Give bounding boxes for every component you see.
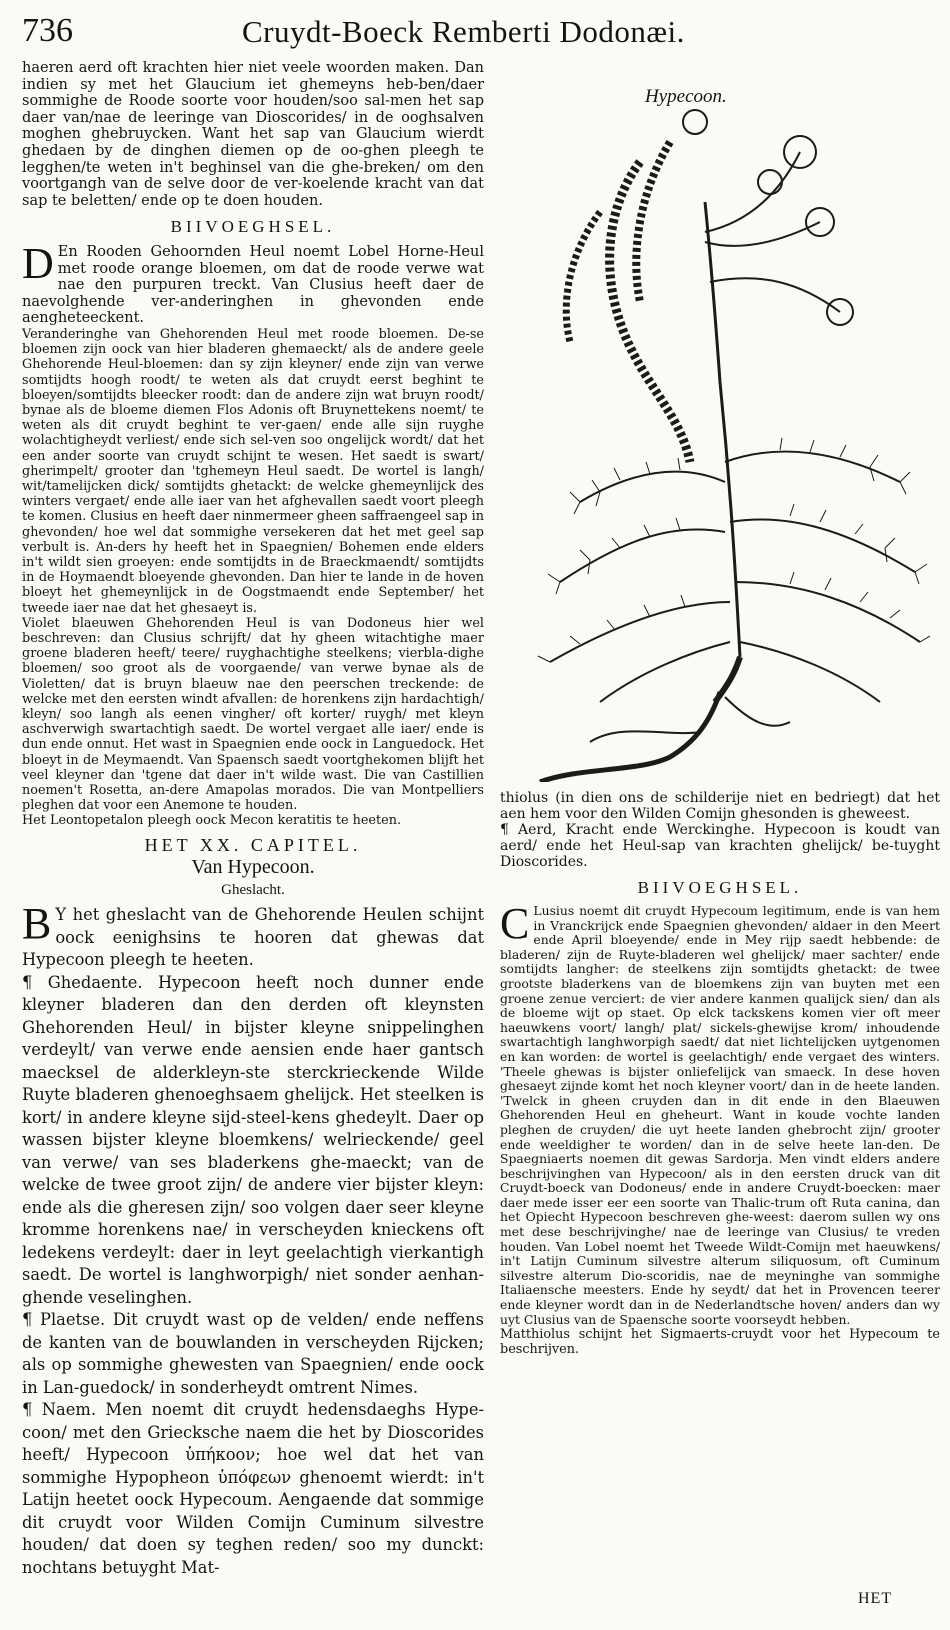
bijvoeghsel-2-heading: BIIVOEGHSEL. xyxy=(637,878,803,897)
page-header xyxy=(22,12,922,62)
drop-cap-d: D xyxy=(22,238,54,288)
geslacht-paragraph: Y het gheslacht van de Ghehorende Heulen schijnt oock eenighsins te hooren dat ghewas dat Hypecoon pleegh te heeten. xyxy=(22,905,484,970)
right-column-top xyxy=(500,790,940,1358)
plaetse-paragraph: ¶ Plaetse. Dit cruydt wast op de velden/ ende neffens de kanten van de bouwlanden in verscheyden Rijcken; als op sommighe ghewesten van Spaegnien/ ende oock in Lan-guedock/ in sonderheydt omtrent Nimes. xyxy=(22,1310,484,1397)
bijvoeghsel-paragraph-3: Violet blaeuwen Ghehorenden Heul is van Dodoneus hier wel beschreven: dan Clusius schrijft/ dat hy gheen witachtighe maer groene bladeren heeft/ teere/ ruyghachtighe steelkens; vierbla-dighe bloemen/ soo groot als de voorgaende/ van verwe bynae als de Violetten/ dat is bruyn blaeuw nae den peerschen treckende: de welcke met den eersten windt afvallen: de horenkens zijn hardachtigh/ kleyn/ soo langh als eenen vingher/ oft korter/ ruygh/ met kleyn aschverwigh swartachtigh saedt. De wortel vergaet alle iaer/ ende is dun ende onnut. Het wast in Spaegnien ende oock in Languedock. Het bloeyt in de Meymaendt. Van Spaensch saedt voortghekomen blijft het veel kleyner dan 'tgene dat daer in't wilde wast. Die van Castillien noemen't Rosetta, an-dere Amapolas morados. Die van Montpelliers pleghen dat voor een Anemone te houden. xyxy=(22,615,484,814)
page-number: 736 xyxy=(22,12,73,49)
bijvoeghsel-paragraph-1: En Rooden Gehoornden Heul noemt Lobel Horne-Heul met roode orange bloemen, om dat de roode verwe wat nae den purpuren treckt. Van Clusius heeft daer de naevolghende ver-anderinghen in ghevonden ende aengheteeckent. xyxy=(22,243,484,327)
intro-paragraph: haeren aerd oft krachten hier niet veele woorden maken. Dan indien sy met het Glaucium iet ghemeyns heb-ben/daer sommighe de Roode soorte voor houden/soo sal-men het sap daer van/nae de leeringe van Dioscorides/ in de ooghsalven moghen ghebruycken. Want het sap van Glaucium wierdt ghedaen by de dinghen diemen op de oo-ghen pleegh te legghen/te weten in't beghinsel van die ghe-breken/ om den voortgangh van de selve door de ver-koelende kracht van dat sap te beletten/ ende op te doen houden. xyxy=(22,60,484,209)
chapter-title: Van Hypecoon. xyxy=(191,856,315,879)
figure-caption: Hypecoon. xyxy=(645,86,727,107)
geslacht-heading: Gheslacht. xyxy=(221,881,285,898)
bijvoeghsel-2-paragraph-1: Lusius noemt dit cruydt Hypecoum legitimum, ende is van hem in Vranckrijck ende Spaegnien ghevonden/ aldaer in den Meert ende April bloeyende/ ende in Mey rijp saedt hebbende: de bladeren/ zijn de Ruyte-bladeren wel ghelijck/ maer sachter/ ende somtijdts langher: de steelkens zijn somtijdts ghetackt: de twee grootste bladerkens van de bloemkens zijn van buyten met een groene zenue verciert: de vier andere kanmen qualijck sien/ dan als de bloeme wijt op staet. Op elck tackskens komen vier oft meer haeuwkens voort/ langh/ plat/ sickels-ghewijse krom/ inhoudende swartachtigh langhworpigh saedt/ dat niet lichtelijcken uytgenomen en kan worden: de wortel is geelachtigh/ ende vergaet des winters. 'Theele ghewas is bijster onliefelijck van smaeck. In dese hoven ghesaeyt zijnde komt het noch kleyner voort/ dan in de heete landen. 'Twelck in gheen cruyden dan in dit ende in den Blaeuwen Ghehorenden Heul en gheheurt. Want in koude vochte landen pleghen de cruyden/ die uyt heete landen ghebrocht zijn/ grooter ende weeldigher te worden/ dan in de selve heete lan-den. De Spaegniaerts noemen dit gewas Sardorja. Men vindt elders andere beschrijvinghen van Hypecoon/ als in den eersten druck van dit Cruydt-boeck van Dodoneus/ ende in andere Cruydt-boecken: maer daer mede isser eer een soorte van Thalic-trum oft Ruta canina, dan het Opiecht Hypecoon beschreven ghe-weest: daerom sullen wy ons met dese beschrijvinghe/ nae de leeringe van Clusius/ te vreden houden. Van Lobel noemt het Tweede Wildt-Comijn met haeuwkens/ in't Latijn Cuminum silvestre alterum siliquosum, oft Cuminum silvestre alterum Dio-scoridis, nae de meyninghe van sommighe Italiaensche meesters. Ende hy seydt/ dat het in Provencen teerer ende kleyner wordt dan in de Nederlandtsche hoven/ anders dan wy uyt Clusius van de Spaensche soorte voorseydt hebben. xyxy=(500,903,940,1327)
chapter-heading: HET XX. CAPITEL. xyxy=(144,834,362,855)
bijvoeghsel-paragraph-4: Het Leontopetalon pleegh oock Mecon keratitis te heeten. xyxy=(22,813,402,829)
continuation-paragraph: thiolus (in dien ons de schilderije niet en bedriegt) dat het aen hem voor den Wilden Comijn ghesonden is gheweest. xyxy=(500,790,940,822)
naem-paragraph: ¶ Naem. Men noemt dit cruydt hedensdaeghs Hype-coon/ met den Griecksche naem die het by Dioscorides heeft/ Hypecoon ὑπήκοον; hoe wel dat het van sommighe Hypopheon ὑπόφεων ghenoemt wierdt: in't Latijn heetet oock Hypecoum. Aengaende dat sommige dit cruydt voor Wilden Comijn Cuminum silvestre houden/ dat doen sy teghen reden/ soo my dunckt: nochtans betuyght Mat- xyxy=(22,1400,484,1577)
running-head: Cruydt-Boeck Remberti Dodonæi. xyxy=(242,14,685,49)
drop-cap-b: B xyxy=(22,899,52,949)
ghedaente-paragraph: ¶ Ghedaente. Hypecoon heeft noch dunner ende kleyner bladeren dan den derden oft kleynsten Ghehorenden Heul/ in bijster kleyne snippelinghen verdeylt/ van verwe ende aensien ende haer gantsch maecksel de alderkleyn-ste sterckrieckende Wilde Ruyte bladeren ghenoeghsaem ghelijck. Het steelken is kort/ in andere kleyne sijd-steel-kens ghedeylt. Daer op wassen bijster kleyne bloemkens/ welrieckende/ geel van verwe/ van ses bladerkens ghe-maeckt; van de welcke de twee groot zijn/ de andere vier bijster kleyn: ende als die gheresen zijn/ soo volgen daer seer kleyne kromme horenkens nae/ in verscheyden knieckens oft ledekens verdeylt: daer in leyt geelachtigh vierkantigh saedt. De wortel is langhworpigh/ niet sonder aenhan-ghende veselinghen. xyxy=(22,972,484,1307)
left-column xyxy=(22,60,484,1579)
drop-cap-c: C xyxy=(500,899,530,948)
bijvoeghsel-paragraph-2: Veranderinghe van Ghehorenden Heul met roode bloemen. De-se bloemen zijn oock van hier bladeren ghemaeckt/ als de andere geele Ghehorende Heul-bloemen: dan sy zijn kleyner/ ende zijn van verwe somtijdts hoogh roodt/ te weten als dat cruydt eerst beghint te bloeyen/somtijdts bleecker roodt: dan de andere zijn wat bruyn roodt/ bynae als de bloeme diemen Flos Adonis oft Bruynettekens noemt/ te weten als dit cruydt beghint te ver-gaen/ ende alle sijn ruyghe wolachtigheydt verliest/ ende sich sel-ven soo ongelijck wordt/ dat het een ander soorte van cruydt schijnt te wesen. Het saedt is swart/ gherimpelt/ grooter dan 'tghemeyn Heul saedt. De wortel is langh/ wit/tamelijcken dick/ somtijdts ghetackt: de welcke ghemeynlijck des winters vergaet/ ende alle iaer van het afghevallen saedt voort pleegh te komen. Clusius en heeft daer ninmermeer gheen saffraengeel sap in ghevonden/ hoe wel dat sommighe versekeren dat het met geel sap verbult is. An-ders hy heeft het in Spaegnien/ Bohemen ende elders in't wildt sien groeyen: ende somtijdts in de Braeckmaendt/ somtijdts in de Hoymaendt bloeyende ghevonden. Dan hier te lande in de hoven bloeyt het ghemeynlijck in de Oogstmaendt ende September/ het tweede iaer nae dat het ghesaeyt is. xyxy=(22,326,484,616)
bijvoeghsel-2-paragraph-2: Matthiolus schijnt het Sigmaerts-cruydt voor het Hypecoum te beschrijven. xyxy=(500,1327,940,1358)
bijvoeghsel-heading: BIIVOEGHSEL. xyxy=(170,217,336,237)
hypecoon-woodcut-illustration xyxy=(520,82,930,782)
catchword: HET xyxy=(858,1590,893,1607)
aerd-paragraph: ¶ Aerd, Kracht ende Werckinghe. Hypecoon is koudt van aerd/ ende het Heul-sap van krachten ghelijck/ be-tuyght Dioscorides. xyxy=(500,822,940,870)
